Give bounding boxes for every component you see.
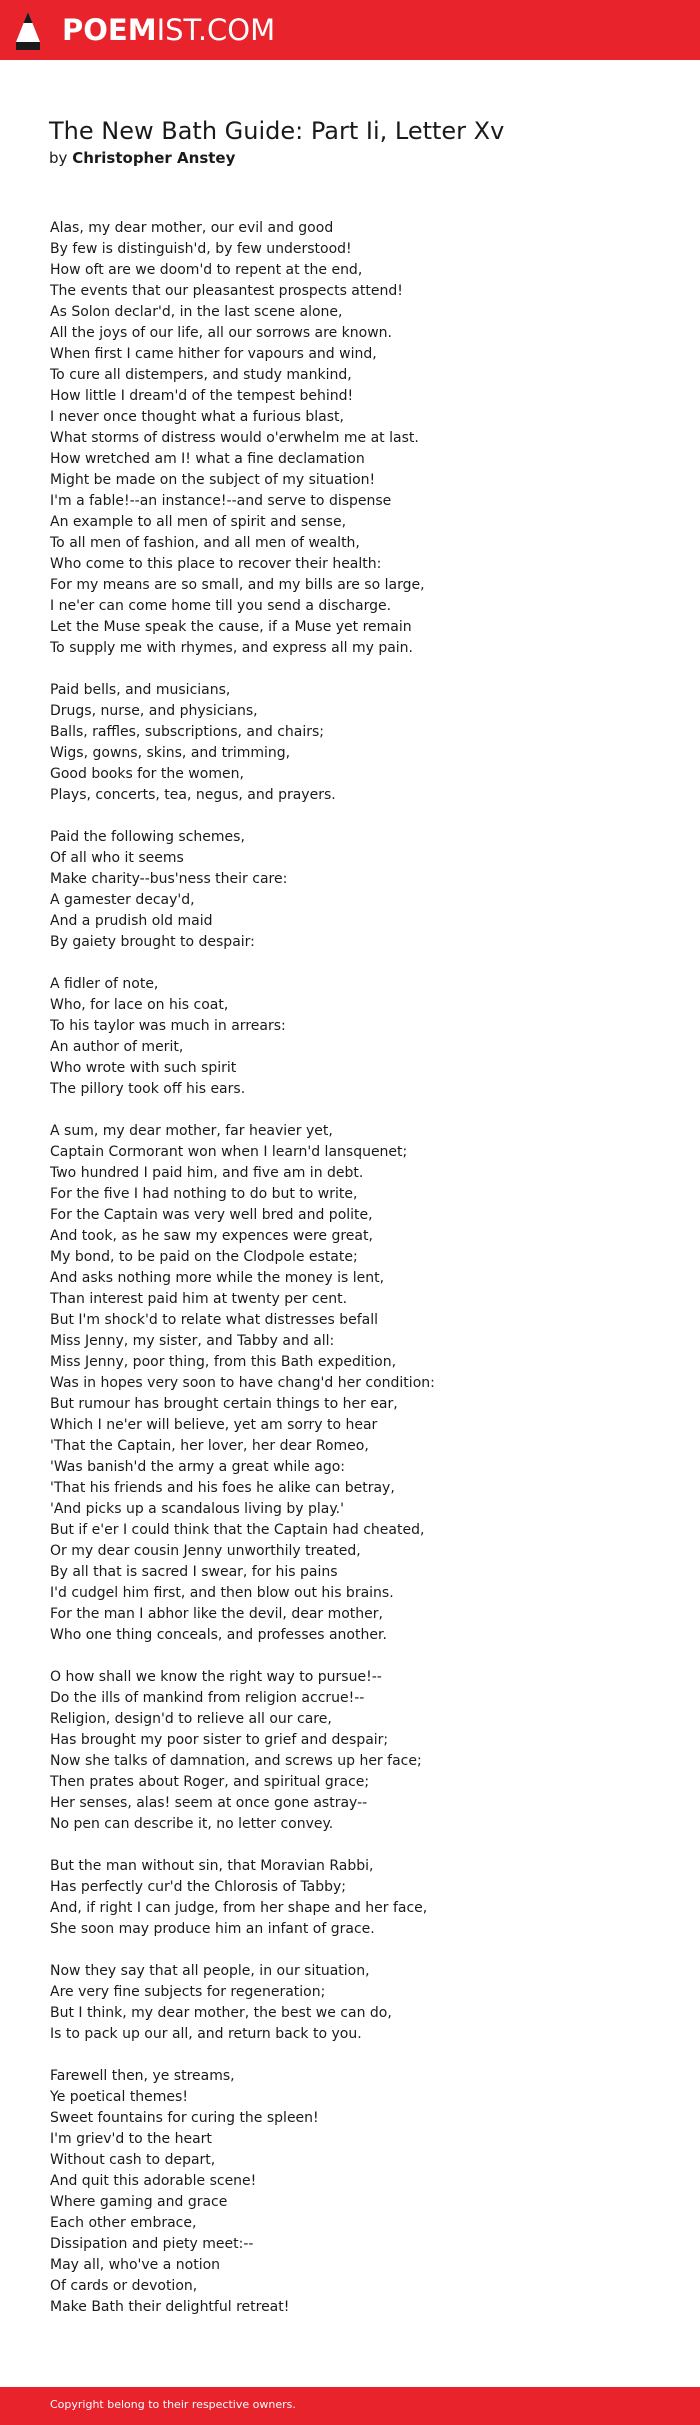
poem-line: Each other embrace, — [50, 2215, 197, 2231]
poem-line: Is to pack up our all, and return back to you. — [50, 2026, 362, 2042]
poem-line: I'd cudgel him first, and then blow out his brains. — [50, 1585, 394, 1601]
poem-line: Ye poetical themes! — [50, 2089, 188, 2105]
poem-line: Has perfectly cur'd the Chlorosis of Tabby; — [50, 1879, 346, 1895]
site-logo[interactable] — [62, 15, 275, 45]
poem-line: Are very fine subjects for regeneration; — [50, 1984, 326, 2000]
poem-line: She soon may produce him an infant of grace. — [50, 1921, 375, 1937]
stanza-break — [50, 1100, 670, 1121]
poem-line: Who come to this place to recover their health: — [50, 556, 382, 572]
poem-line: Which I ne'er will believe, yet am sorry to hear — [50, 1417, 378, 1433]
poem-line: Good books for the women, — [50, 766, 244, 782]
poem-line: Paid the following schemes, — [50, 829, 245, 845]
poem-line: But I think, my dear mother, the best we can do, — [50, 2005, 392, 2021]
logo-bold-text: POEM — [62, 13, 157, 47]
poem-line: By few is distinguish'd, by few understood! — [50, 241, 352, 257]
poem-line: The pillory took off his ears. — [50, 1081, 246, 1097]
poem-line: For the five I had nothing to do but to write, — [50, 1186, 358, 1202]
poem-line: A gamester decay'd, — [50, 892, 195, 908]
poem-line: For the man I abhor like the devil, dear mother, — [50, 1606, 383, 1622]
poem-line: How little I dream'd of the tempest behind! — [50, 388, 354, 404]
poem-line: Drugs, nurse, and physicians, — [50, 703, 258, 719]
poem-line: Of cards or devotion, — [50, 2278, 198, 2294]
poem-line: Paid bells, and musicians, — [50, 682, 231, 698]
poem-body — [50, 218, 670, 2318]
poem-line: Her senses, alas! seem at once gone astray-- — [50, 1795, 368, 1811]
poem-line: Alas, my dear mother, our evil and good — [50, 220, 334, 236]
poem-line: How wretched am I! what a fine declamation — [50, 451, 365, 467]
poem-line: Captain Cormorant won when I learn'd lansquenet; — [50, 1144, 408, 1160]
poem-line: All the joys of our life, all our sorrows are known. — [50, 325, 392, 341]
poem-line: To cure all distempers, and study mankind, — [50, 367, 352, 383]
poem-line: No pen can describe it, no letter convey. — [50, 1816, 334, 1832]
poem-line: Plays, concerts, tea, negus, and prayers. — [50, 787, 336, 803]
poem-line: Might be made on the subject of my situation! — [50, 472, 376, 488]
by-label: by — [49, 149, 68, 167]
author-name: Christopher Anstey — [72, 149, 236, 167]
poem-line: To his taylor was much in arrears: — [50, 1018, 286, 1034]
poem-line: Make Bath their delightful retreat! — [50, 2299, 290, 2315]
poem-line: 'That his friends and his foes he alike can betray, — [50, 1480, 395, 1496]
poem-line: Was in hopes very soon to have chang'd her condition: — [50, 1375, 435, 1391]
poem-line: And asks nothing more while the money is lent, — [50, 1270, 385, 1286]
poem-line: As Solon declar'd, in the last scene alone, — [50, 304, 343, 320]
poem-line: Now they say that all people, in our situation, — [50, 1963, 370, 1979]
poem-line: Do the ills of mankind from religion accrue!-- — [50, 1690, 365, 1706]
poem-line: Balls, raffles, subscriptions, and chairs; — [50, 724, 325, 740]
poem-line: Who one thing conceals, and professes another. — [50, 1627, 387, 1643]
poem-line: 'And picks up a scandalous living by play.' — [50, 1501, 344, 1517]
poem-line: May all, who've a notion — [50, 2257, 221, 2273]
logo-light-text: IST.COM — [156, 13, 276, 47]
poem-line: 'That the Captain, her lover, her dear Romeo, — [50, 1438, 369, 1454]
poem-line: And took, as he saw my expences were great, — [50, 1228, 373, 1244]
poem-line: Without cash to depart, — [50, 2152, 216, 2168]
poem-line: Who wrote with such spirit — [50, 1060, 237, 1076]
poem-line: By all that is sacred I swear, for his pains — [50, 1564, 338, 1580]
poem-line: Who, for lace on his coat, — [50, 997, 229, 1013]
pencil-tip-icon — [16, 12, 40, 50]
poem-line: An author of merit, — [50, 1039, 184, 1055]
poem-line: To all men of fashion, and all men of wealth, — [50, 535, 360, 551]
poem-line: Dissipation and piety meet:-- — [50, 2236, 254, 2252]
poem-line: Let the Muse speak the cause, if a Muse yet remain — [50, 619, 412, 635]
poem-line: For my means are so small, and my bills are so large, — [50, 577, 425, 593]
poem-line: The events that our pleasantest prospects attend! — [50, 283, 403, 299]
poem-line: What storms of distress would o'erwhelm me at last. — [50, 430, 419, 446]
stanza-break — [50, 1940, 670, 1961]
poem-line: An example to all men of spirit and sense, — [50, 514, 347, 530]
stanza-break — [50, 1646, 670, 1667]
poem-line: When first I came hither for vapours and wind, — [50, 346, 377, 362]
poem-line: And quit this adorable scene! — [50, 2173, 257, 2189]
stanza-break — [50, 953, 670, 974]
poem-line: How oft are we doom'd to repent at the end, — [50, 262, 363, 278]
poem-line: But I'm shock'd to relate what distresses befall — [50, 1312, 378, 1328]
poem-line: Farewell then, ye streams, — [50, 2068, 235, 2084]
poem-line: For the Captain was very well bred and polite, — [50, 1207, 373, 1223]
site-header — [0, 0, 700, 60]
poem-line: And, if right I can judge, from her shape and her face, — [50, 1900, 428, 1916]
stanza-break — [50, 659, 670, 680]
poem-line: Sweet fountains for curing the spleen! — [50, 2110, 319, 2126]
poem-line: But if e'er I could think that the Captain had cheated, — [50, 1522, 425, 1538]
poem-line: Religion, design'd to relieve all our care, — [50, 1711, 332, 1727]
poem-line: To supply me with rhymes, and express all my pain. — [50, 640, 414, 656]
poem-line: Miss Jenny, my sister, and Tabby and all: — [50, 1333, 335, 1349]
copyright-text: Copyright belong to their respective owners. — [50, 2398, 296, 2411]
poem-line: Then prates about Roger, and spiritual grace; — [50, 1774, 370, 1790]
poem-line: My bond, to be paid on the Clodpole estate; — [50, 1249, 358, 1265]
poem-line: I ne'er can come home till you send a discharge. — [50, 598, 392, 614]
poem-line: Miss Jenny, poor thing, from this Bath expedition, — [50, 1354, 397, 1370]
poem-line: A fidler of note, — [50, 976, 159, 992]
poem-line: I'm a fable!--an instance!--and serve to dispense — [50, 493, 392, 509]
poem-line: Wigs, gowns, skins, and trimming, — [50, 745, 291, 761]
poem-line: Or my dear cousin Jenny unworthily treated, — [50, 1543, 361, 1559]
stanza-break — [50, 1835, 670, 1856]
poem-line: But rumour has brought certain things to her ear, — [50, 1396, 398, 1412]
stanza-break — [50, 2045, 670, 2066]
poem-line: Two hundred I paid him, and five am in debt. — [50, 1165, 364, 1181]
poem-line: Has brought my poor sister to grief and despair; — [50, 1732, 389, 1748]
stanza-break — [50, 806, 670, 827]
poem-line: Of all who it seems — [50, 850, 184, 866]
poem-line: But the man without sin, that Moravian Rabbi, — [50, 1858, 374, 1874]
poem-line: Make charity--bus'ness their care: — [50, 871, 288, 887]
poem-line: O how shall we know the right way to pursue!-- — [50, 1669, 382, 1685]
poem-line: I'm griev'd to the heart — [50, 2131, 212, 2147]
poem-line: A sum, my dear mother, far heavier yet, — [50, 1123, 333, 1139]
poem-title: The New Bath Guide: Part Ii, Letter Xv — [49, 117, 505, 145]
poem-line: And a prudish old maid — [50, 913, 213, 929]
poem-line: I never once thought what a furious blast, — [50, 409, 344, 425]
poem-line: By gaiety brought to despair: — [50, 934, 255, 950]
poem-line: Now she talks of damnation, and screws up her face; — [50, 1753, 422, 1769]
site-footer — [0, 2387, 700, 2425]
poem-line: Where gaming and grace — [50, 2194, 228, 2210]
poem-line: 'Was banish'd the army a great while ago: — [50, 1459, 345, 1475]
byline — [49, 149, 235, 167]
poem-line: Than interest paid him at twenty per cent. — [50, 1291, 348, 1307]
